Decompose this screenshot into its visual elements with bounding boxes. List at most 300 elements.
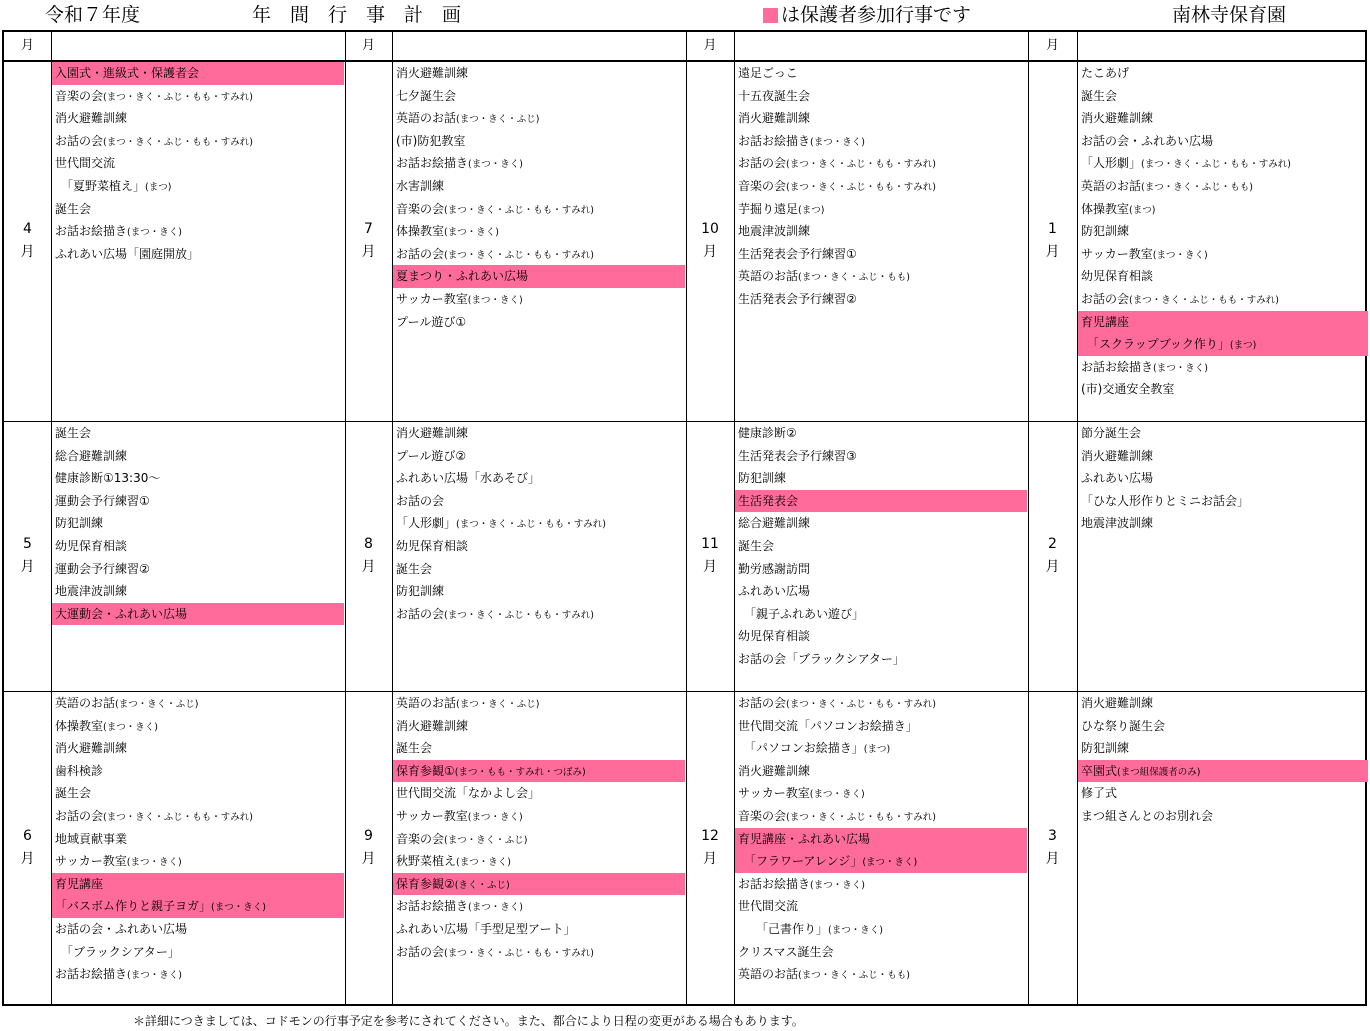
event-text: お話お絵描き <box>55 224 128 239</box>
event-text: 音楽の会 <box>55 88 104 103</box>
event-item <box>393 445 685 468</box>
event-text: 誕生会 <box>55 426 92 440</box>
month-label-11 <box>686 533 734 579</box>
event-text: 英語のお話 <box>738 967 799 982</box>
event-text: 「人形劇」 <box>396 516 457 531</box>
event-text: お話お絵描き <box>396 899 469 914</box>
event-text: 地震津波訓練 <box>55 584 128 599</box>
column-header-month: 月 <box>20 38 34 53</box>
event-item <box>52 152 344 175</box>
event-text: お話の会 <box>396 493 445 508</box>
event-classes: (まつ) <box>1229 340 1257 352</box>
event-text: 「スクラップブック作り」 <box>1081 337 1230 352</box>
event-classes: (まつ組保護者のみ) <box>1117 766 1201 778</box>
event-text: 防犯訓練 <box>738 471 787 486</box>
event-text: (市)交通安全教室 <box>1081 382 1175 397</box>
event-text: お話お絵描き <box>396 156 469 171</box>
event-item <box>735 265 1027 288</box>
event-classes: (まつ・きく・ふじ) <box>444 834 528 846</box>
event-text: 消火避難訓練 <box>396 426 469 440</box>
event-text: お話の会 <box>55 808 104 823</box>
event-classes: (まつ・きく・ふじ・もも・すみれ) <box>444 947 594 959</box>
events-cell-6 <box>52 692 344 986</box>
event-text: 遠足ごっこ <box>738 66 798 80</box>
event-item-parent-participation <box>1078 311 1368 334</box>
event-item <box>52 692 344 715</box>
event-text: クリスマス誕生会 <box>738 944 834 959</box>
event-item-parent-participation <box>52 62 344 85</box>
event-item <box>52 107 344 130</box>
event-text: 七夕誕生会 <box>396 88 457 103</box>
event-item <box>52 760 344 783</box>
month-number: 6 <box>23 827 32 844</box>
event-item <box>735 152 1027 175</box>
event-text: 誕生会 <box>55 786 92 801</box>
event-text: 消火避難訓練 <box>738 763 811 778</box>
event-text: 水害訓練 <box>396 178 445 193</box>
event-item <box>393 737 685 760</box>
event-item <box>735 760 1027 783</box>
event-text: 防犯訓練 <box>1081 224 1130 239</box>
event-text: 運動会予行練習① <box>55 493 150 508</box>
event-item <box>735 107 1027 130</box>
annual-schedule-table <box>2 30 1367 1006</box>
event-text: サッカー教室 <box>396 808 468 823</box>
event-text: サッカー教室 <box>738 786 810 801</box>
event-classes: (まつ・きく) <box>1153 362 1208 374</box>
event-item <box>735 918 1027 941</box>
event-text: お話の会 <box>738 156 787 171</box>
month-suffix: 月 <box>361 243 376 260</box>
event-item <box>393 941 685 964</box>
event-item-parent-participation <box>52 873 344 896</box>
month-suffix: 月 <box>703 850 717 867</box>
event-text: まつ組さんとのお別れ会 <box>1081 808 1214 823</box>
event-classes: (まつ・きく・ふじ・もも・すみれ) <box>103 136 253 148</box>
event-classes: (まつ・きく・ふじ) <box>115 699 199 710</box>
event-text: お話の会 <box>396 606 445 621</box>
events-cell-5 <box>52 422 344 625</box>
event-classes: (まつ・きく・ふじ・もも) <box>798 272 910 284</box>
event-text: お話の会・ふれあい広場 <box>1081 133 1214 148</box>
event-classes: (まつ・きく) <box>444 227 499 239</box>
event-text: プール遊び① <box>396 314 467 329</box>
event-classes: (まつ・きく・ふじ・もも・すみれ) <box>444 609 594 621</box>
event-text: 歯科検診 <box>55 763 104 778</box>
event-classes: (まつ・きく) <box>211 902 266 914</box>
event-text: 生活発表会予行練習② <box>738 291 857 306</box>
plan-title: 年 間 行 事 計 画 <box>252 4 462 26</box>
event-text: 英語のお話 <box>396 111 457 126</box>
event-item <box>735 805 1027 828</box>
event-text: 幼児保育相談 <box>738 629 811 644</box>
event-item-parent-participation <box>52 895 344 918</box>
event-item <box>52 85 344 108</box>
event-item <box>393 715 685 738</box>
event-item <box>52 737 344 760</box>
event-classes: (まつ・きく) <box>127 227 182 239</box>
event-text: 十五夜誕生会 <box>738 88 811 103</box>
events-cell-1 <box>1078 62 1368 401</box>
event-text: お話の会 <box>1081 291 1130 306</box>
event-text: 大運動会・ふれあい広場 <box>55 606 188 621</box>
event-item <box>735 895 1027 918</box>
month-number: 2 <box>1048 536 1057 552</box>
month-label-12 <box>686 825 734 871</box>
month-label-4 <box>4 218 51 264</box>
event-item-parent-participation <box>1078 760 1368 783</box>
event-classes: (まつ・きく・ふじ・もも) <box>798 970 910 982</box>
event-classes: (まつ・きく・ふじ・もも・すみれ) <box>786 159 936 171</box>
month-suffix: 月 <box>703 243 717 260</box>
event-classes: (まつ・きく) <box>810 879 865 891</box>
event-classes: (きく・ふじ) <box>454 879 510 891</box>
event-item <box>1078 356 1368 379</box>
event-text: 英語のお話 <box>55 696 116 710</box>
event-item <box>735 85 1027 108</box>
event-classes: (まつ・きく・ふじ) <box>456 114 540 126</box>
events-cell-2 <box>1078 422 1368 535</box>
event-text: 生活発表会予行練習① <box>738 246 857 261</box>
event-text: お話お絵描き <box>55 967 128 982</box>
event-item <box>735 220 1027 243</box>
event-text: サッカー教室 <box>396 291 468 306</box>
month-suffix: 月 <box>703 559 717 575</box>
event-item <box>393 895 685 918</box>
event-item <box>393 198 685 221</box>
event-item <box>52 467 344 490</box>
event-item <box>735 580 1027 603</box>
event-text: 幼児保育相談 <box>1081 269 1154 284</box>
year-title: 令和７年度 <box>45 4 141 26</box>
event-text: 「バスボム作りと親子ヨガ」 <box>55 899 212 914</box>
event-classes: (まつ) <box>863 744 891 756</box>
event-text: 消火避難訓練 <box>396 718 469 733</box>
event-classes: (まつ・きく) <box>126 857 182 869</box>
event-text: 育児講座 <box>1081 314 1130 329</box>
event-item <box>393 918 685 941</box>
nursery-name: 南林寺保育園 <box>1172 4 1287 26</box>
event-text: 地震津波訓練 <box>738 224 811 239</box>
event-classes: (まつ・きく) <box>468 159 523 171</box>
event-item <box>1078 490 1368 513</box>
event-item <box>52 580 344 603</box>
event-item <box>735 467 1027 490</box>
event-item <box>52 782 344 805</box>
event-item <box>393 152 685 175</box>
event-item <box>393 107 685 130</box>
event-text: 消火避難訓練 <box>1081 696 1154 710</box>
month-number: 1 <box>1048 220 1057 237</box>
month-number: 11 <box>701 536 719 552</box>
event-classes: (まつ・きく) <box>1152 249 1208 261</box>
event-text: 芋掘り遠足 <box>738 201 799 216</box>
month-label-9 <box>345 825 392 871</box>
event-item <box>1078 805 1368 828</box>
event-text: 誕生会 <box>396 561 433 576</box>
event-text: 防犯訓練 <box>55 516 104 531</box>
event-item <box>393 535 685 558</box>
events-cell-12 <box>735 692 1027 986</box>
event-classes: (まつ・きく・ふじ・もも・すみれ) <box>444 249 594 261</box>
month-number: 9 <box>364 827 373 844</box>
event-item <box>52 512 344 535</box>
event-item-parent-participation <box>735 490 1027 513</box>
event-item <box>1078 152 1368 175</box>
column-header-month: 月 <box>361 38 375 53</box>
event-classes: (まつ・きく) <box>127 970 182 982</box>
events-cell-11 <box>735 422 1027 671</box>
event-item <box>1078 175 1368 198</box>
month-suffix: 月 <box>20 243 35 260</box>
event-item <box>735 625 1027 648</box>
event-classes: (まつ・きく・ふじ・もも・すみれ) <box>444 204 594 216</box>
event-text: (市)防犯教室 <box>396 133 466 148</box>
event-item <box>1078 737 1368 760</box>
event-item <box>393 175 685 198</box>
event-classes: (まつ・きく・ふじ) <box>456 699 540 710</box>
event-item <box>1078 85 1368 108</box>
event-text: 誕生会 <box>396 741 433 756</box>
event-item <box>735 130 1027 153</box>
event-item <box>393 692 685 715</box>
event-item <box>393 850 685 873</box>
event-text: 誕生会 <box>1081 88 1118 103</box>
event-text: 消火避難訓練 <box>396 66 469 80</box>
event-text: 音楽の会 <box>396 831 445 846</box>
event-item <box>735 603 1027 626</box>
event-text: 世代間交流 <box>738 899 799 914</box>
event-item <box>735 558 1027 581</box>
month-number: 7 <box>364 220 373 237</box>
event-text: 健康診断② <box>738 426 797 440</box>
event-item <box>735 445 1027 468</box>
event-item <box>52 130 344 153</box>
event-text: 育児講座・ふれあい広場 <box>738 831 871 846</box>
event-text: 入園式・進級式・保護者会 <box>55 66 200 80</box>
event-text: 秋野菜植え <box>396 854 457 869</box>
event-text: お話の会 <box>396 246 445 261</box>
event-text: お話の会 <box>738 696 787 710</box>
event-text: 総合避難訓練 <box>738 516 811 531</box>
event-item-parent-participation <box>1078 333 1368 356</box>
event-item <box>735 692 1027 715</box>
event-item <box>1078 378 1368 401</box>
event-item <box>735 941 1027 964</box>
event-item <box>393 603 685 626</box>
event-item <box>52 918 344 941</box>
event-text: 体操教室 <box>396 224 445 239</box>
event-item <box>52 535 344 558</box>
event-item <box>393 85 685 108</box>
event-item-parent-participation <box>393 760 685 783</box>
event-classes: (まつ・もも・すみれ・つぼみ) <box>454 766 586 778</box>
event-item <box>52 490 344 513</box>
event-item <box>735 782 1027 805</box>
event-item <box>52 243 344 266</box>
event-classes: (まつ・きく) <box>810 136 865 148</box>
event-text: お話お絵描き <box>738 876 811 891</box>
event-item-parent-participation <box>393 873 685 896</box>
event-text: 世代間交流「なかよし会」 <box>396 786 541 801</box>
event-item <box>1078 107 1368 130</box>
month-suffix: 月 <box>1045 243 1060 260</box>
events-cell-8 <box>393 422 685 625</box>
event-text: サッカー教室 <box>55 854 127 869</box>
event-text: 体操教室 <box>1081 201 1130 216</box>
month-number: 5 <box>23 536 32 552</box>
event-text: 世代間交流「パソコンお絵描き」 <box>738 718 918 733</box>
column-header-month: 月 <box>1045 38 1059 53</box>
month-suffix: 月 <box>361 559 376 575</box>
event-text: お話お絵描き <box>738 133 811 148</box>
month-number: 12 <box>701 827 719 844</box>
events-cell-9 <box>393 692 685 963</box>
event-item <box>52 445 344 468</box>
event-text: 英語のお話 <box>396 696 457 710</box>
event-text: 総合避難訓練 <box>55 448 128 463</box>
column-header-month: 月 <box>703 38 717 53</box>
event-item <box>52 828 344 851</box>
event-text: 幼児保育相談 <box>55 538 128 553</box>
event-text: お話お絵描き <box>1081 359 1154 374</box>
month-number: 3 <box>1048 827 1057 844</box>
footnote: ＊詳細につきましては、コドモンの行事予定を参考にされてください。また、都合により日程の変更がある場合もあります。 <box>133 1014 804 1028</box>
highlight-swatch <box>763 8 778 23</box>
event-item <box>735 873 1027 896</box>
event-text: 消火避難訓練 <box>55 741 128 756</box>
event-item <box>1078 288 1368 311</box>
event-text: ふれあい広場「水あそび」 <box>396 471 541 486</box>
event-item <box>735 62 1027 85</box>
event-text: 防犯訓練 <box>1081 741 1130 756</box>
event-text: お話の会 <box>55 133 104 148</box>
event-item <box>1078 243 1368 266</box>
event-text: 健康診断①13:30〜 <box>55 471 161 486</box>
event-item-parent-participation <box>735 828 1027 851</box>
event-item <box>1078 782 1368 805</box>
event-text: 消火避難訓練 <box>55 111 128 126</box>
event-item <box>735 648 1027 671</box>
month-suffix: 月 <box>1045 850 1060 867</box>
event-item <box>1078 445 1368 468</box>
event-item <box>393 422 685 445</box>
event-text: 「パソコンお絵描き」 <box>738 741 864 756</box>
month-suffix: 月 <box>20 559 35 575</box>
event-item <box>393 580 685 603</box>
event-text: 体操教室 <box>55 718 104 733</box>
event-classes: (まつ・きく・ふじ・もも・すみれ) <box>786 181 936 193</box>
event-item <box>735 198 1027 221</box>
event-classes: (まつ) <box>798 204 825 216</box>
event-classes: (まつ・きく・ふじ・もも・すみれ) <box>1129 294 1279 306</box>
event-item <box>393 558 685 581</box>
event-text: 保育参観① <box>396 763 455 778</box>
event-item <box>393 782 685 805</box>
event-item <box>52 175 344 198</box>
event-text: 消火避難訓練 <box>1081 448 1154 463</box>
events-cell-10 <box>735 62 1027 311</box>
event-text: ふれあい広場 <box>738 584 811 599</box>
event-classes: (まつ・きく・ふじ・もも・すみれ) <box>1141 159 1291 171</box>
event-text: 消火避難訓練 <box>738 111 811 126</box>
event-item <box>1078 715 1368 738</box>
month-suffix: 月 <box>20 850 35 867</box>
event-text: 音楽の会 <box>738 178 787 193</box>
event-text: 「人形劇」 <box>1081 156 1142 171</box>
event-item <box>1078 512 1368 535</box>
event-text: 地域貢献事業 <box>55 831 128 846</box>
event-item <box>1078 220 1368 243</box>
event-text: お話の会・ふれあい広場 <box>55 921 188 936</box>
event-text: 地震津波訓練 <box>1081 516 1154 531</box>
event-classes: (まつ・きく・ふじ・もも・すみれ) <box>103 811 253 823</box>
event-text: 「己書作り」 <box>738 921 829 936</box>
event-text: 育児講座 <box>55 876 104 891</box>
event-classes: (まつ・きく) <box>809 789 865 801</box>
event-item <box>735 512 1027 535</box>
event-item <box>393 512 685 535</box>
event-text: 幼児保育相談 <box>396 538 469 553</box>
event-item <box>393 220 685 243</box>
event-item <box>1078 692 1368 715</box>
event-item <box>1078 198 1368 221</box>
event-item <box>735 243 1027 266</box>
event-text: 節分誕生会 <box>1081 426 1142 440</box>
event-item <box>393 130 685 153</box>
event-text: 英語のお話 <box>1081 178 1142 193</box>
event-item <box>52 198 344 221</box>
legend-text: は保護者参加行事です <box>781 4 972 26</box>
event-text: 修了式 <box>1081 786 1118 801</box>
event-text: 生活発表会 <box>738 493 799 508</box>
event-classes: (まつ・きく) <box>862 857 918 869</box>
event-classes: (まつ) <box>1129 204 1156 216</box>
month-suffix: 月 <box>1045 559 1060 575</box>
event-item <box>1078 265 1368 288</box>
event-item <box>735 288 1027 311</box>
month-label-7 <box>345 218 392 264</box>
event-classes: (まつ・きく) <box>456 857 511 869</box>
month-label-1 <box>1028 218 1077 264</box>
event-item <box>393 311 685 334</box>
event-item <box>1078 62 1368 85</box>
month-number: 4 <box>23 220 32 237</box>
event-classes: (まつ・きく) <box>468 902 523 914</box>
event-text: お話の会「ブラックシアター」 <box>738 651 905 666</box>
events-cell-7 <box>393 62 685 333</box>
event-item <box>52 850 344 873</box>
event-item <box>393 288 685 311</box>
event-text: 「ひな人形作りとミニお話会」 <box>1081 493 1250 508</box>
event-item <box>52 963 344 986</box>
event-item <box>393 467 685 490</box>
event-item <box>1078 467 1368 490</box>
event-classes: (まつ・きく・ふじ・もも・すみれ) <box>456 519 606 531</box>
event-text: 保育参観② <box>396 876 455 891</box>
event-text: 「夏野菜植え」 <box>55 178 146 193</box>
event-text: 夏まつり・ふれあい広場 <box>396 269 529 284</box>
event-text: たこあげ <box>1081 66 1130 80</box>
event-text: ふれあい広場「手型足型アート」 <box>396 921 576 936</box>
event-classes: (まつ・きく) <box>467 811 523 823</box>
event-item <box>393 805 685 828</box>
event-text: 世代間交流 <box>55 156 116 171</box>
event-classes: (まつ・きく) <box>103 721 158 733</box>
event-classes: (まつ・きく) <box>467 294 523 306</box>
event-item <box>735 422 1027 445</box>
events-cell-4 <box>52 62 344 265</box>
